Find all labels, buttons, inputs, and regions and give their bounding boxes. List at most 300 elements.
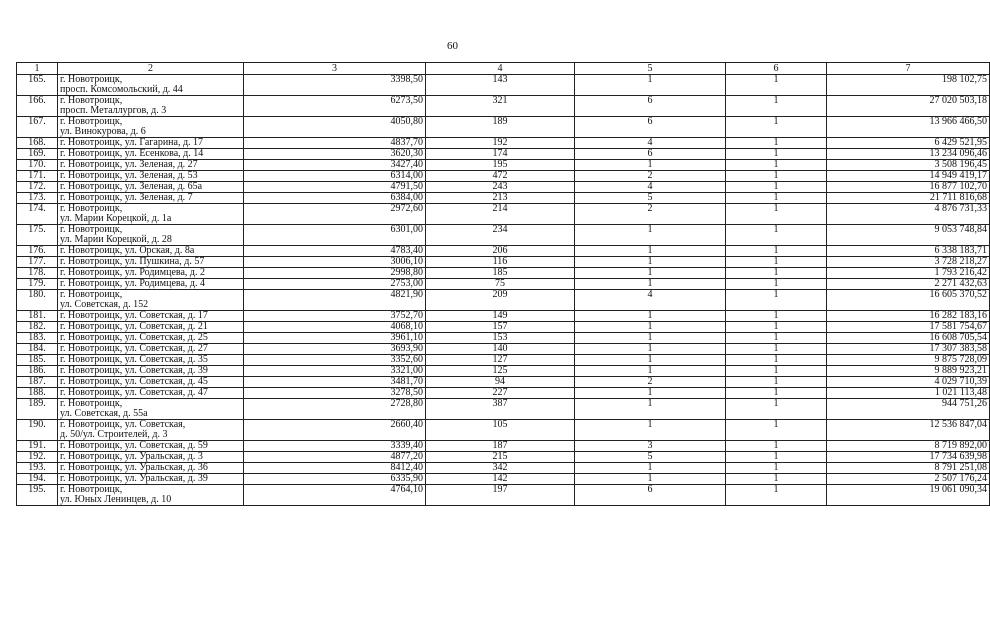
row-number-cell: 165. [17, 75, 58, 96]
address-cell [58, 193, 244, 204]
col6-cell: 1 [726, 182, 827, 193]
area-cell: 3352,60 [244, 355, 426, 366]
col4-cell: 234 [426, 225, 575, 246]
col5-cell: 4 [575, 138, 726, 149]
area-cell: 2972,60 [244, 204, 426, 225]
col5-cell: 1 [575, 311, 726, 322]
area-cell: 3278,50 [244, 388, 426, 399]
area-cell: 3752,70 [244, 311, 426, 322]
col5-cell: 5 [575, 193, 726, 204]
row-number-cell: 188. [17, 388, 58, 399]
col6-cell: 1 [726, 377, 827, 388]
col6-cell: 1 [726, 399, 827, 420]
col6-cell: 1 [726, 463, 827, 474]
amount-cell: 198 102,75 [827, 75, 990, 96]
address-cell [58, 246, 244, 257]
col5-cell: 1 [575, 388, 726, 399]
area-cell: 2728,80 [244, 399, 426, 420]
amount-cell: 9 875 728,09 [827, 355, 990, 366]
table-row [17, 485, 990, 506]
address-line: г. Новотроицк, ул. Зеленая, д. 27 [60, 159, 198, 170]
table-header [17, 63, 990, 75]
row-number-cell: 170. [17, 160, 58, 171]
area-cell: 3321,00 [244, 366, 426, 377]
amount-cell: 17 581 754,67 [827, 322, 990, 333]
col4-cell: 387 [426, 399, 575, 420]
table-row [17, 279, 990, 290]
row-number-cell: 189. [17, 399, 58, 420]
table-row [17, 225, 990, 246]
col4-cell: 94 [426, 377, 575, 388]
col4-cell: 189 [426, 117, 575, 138]
address-cell [58, 441, 244, 452]
area-cell: 3693,90 [244, 344, 426, 355]
table-row [17, 474, 990, 485]
col6-cell: 1 [726, 333, 827, 344]
address-cell [58, 225, 244, 246]
table-row [17, 268, 990, 279]
col6-cell: 1 [726, 485, 827, 506]
address-cell [58, 452, 244, 463]
address-line: г. Новотроицк, [60, 484, 123, 495]
amount-cell: 14 949 419,17 [827, 171, 990, 182]
amount-cell: 21 711 816,68 [827, 193, 990, 204]
area-cell: 3961,10 [244, 333, 426, 344]
col5-cell: 1 [575, 225, 726, 246]
area-cell: 2660,40 [244, 420, 426, 441]
area-cell: 4877,20 [244, 452, 426, 463]
header-cell: 4 [426, 63, 575, 75]
area-cell: 6314,00 [244, 171, 426, 182]
amount-cell: 13 966 466,50 [827, 117, 990, 138]
header-cell: 7 [827, 63, 990, 75]
address-cell [58, 279, 244, 290]
address-cell [58, 268, 244, 279]
address-line: ул. Юных Ленинцев, д. 10 [60, 494, 172, 505]
row-number-cell: 190. [17, 420, 58, 441]
row-number-cell: 183. [17, 333, 58, 344]
row-number-cell: 186. [17, 366, 58, 377]
area-cell: 4821,90 [244, 290, 426, 311]
area-cell: 2998,80 [244, 268, 426, 279]
address-line: г. Новотроицк, [60, 289, 123, 300]
table-row [17, 399, 990, 420]
table-row [17, 355, 990, 366]
col5-cell: 1 [575, 279, 726, 290]
col4-cell: 243 [426, 182, 575, 193]
table-row [17, 463, 990, 474]
col6-cell: 1 [726, 420, 827, 441]
col6-cell: 1 [726, 268, 827, 279]
col6-cell: 1 [726, 311, 827, 322]
row-number-cell: 172. [17, 182, 58, 193]
amount-cell: 27 020 503,18 [827, 96, 990, 117]
col6-cell: 1 [726, 149, 827, 160]
col6-cell: 1 [726, 344, 827, 355]
table-row [17, 257, 990, 268]
row-number-cell: 166. [17, 96, 58, 117]
row-number-cell: 171. [17, 171, 58, 182]
amount-cell: 12 536 847,04 [827, 420, 990, 441]
col5-cell: 2 [575, 204, 726, 225]
address-line: г. Новотроицк, ул. Советская, д. 35 [60, 354, 208, 365]
col4-cell: 174 [426, 149, 575, 160]
table-row [17, 160, 990, 171]
col5-cell: 1 [575, 160, 726, 171]
amount-cell: 1 021 113,48 [827, 388, 990, 399]
col6-cell: 1 [726, 138, 827, 149]
address-line: ул. Марии Корецкой, д. 28 [60, 234, 172, 245]
address-line: г. Новотроицк, ул. Советская, д. 59 [60, 440, 208, 451]
col4-cell: 472 [426, 171, 575, 182]
amount-cell: 944 751,26 [827, 399, 990, 420]
amount-cell: 2 271 432,63 [827, 279, 990, 290]
col6-cell: 1 [726, 452, 827, 463]
col4-cell: 195 [426, 160, 575, 171]
area-cell: 6384,00 [244, 193, 426, 204]
address-line: г. Новотроицк, [60, 203, 123, 214]
amount-cell: 8 719 892,00 [827, 441, 990, 452]
col4-cell: 153 [426, 333, 575, 344]
col4-cell: 127 [426, 355, 575, 366]
address-line: г. Новотроицк, ул. Советская, д. 25 [60, 332, 208, 343]
area-cell: 4050,80 [244, 117, 426, 138]
col4-cell: 185 [426, 268, 575, 279]
address-line: просп. Комсомольский, д. 44 [60, 84, 183, 95]
amount-cell: 17 307 383,58 [827, 344, 990, 355]
area-cell: 6273,50 [244, 96, 426, 117]
table-row [17, 75, 990, 96]
address-line: г. Новотроицк, ул. Советская, д. 17 [60, 310, 208, 321]
amount-cell: 4 876 731,33 [827, 204, 990, 225]
row-number-cell: 192. [17, 452, 58, 463]
col4-cell: 187 [426, 441, 575, 452]
col6-cell: 1 [726, 225, 827, 246]
col5-cell: 6 [575, 96, 726, 117]
address-line: г. Новотроицк, ул. Советская, д. 27 [60, 343, 208, 354]
address-cell [58, 160, 244, 171]
address-cell [58, 463, 244, 474]
table-row [17, 149, 990, 160]
col5-cell: 1 [575, 420, 726, 441]
col5-cell: 3 [575, 441, 726, 452]
address-line: ул. Советская, д. 152 [60, 299, 149, 310]
col4-cell: 75 [426, 279, 575, 290]
area-cell: 2753,00 [244, 279, 426, 290]
col6-cell: 1 [726, 160, 827, 171]
table-row [17, 96, 990, 117]
address-line: г. Новотроицк, ул. Советская, д. 45 [60, 376, 208, 387]
col6-cell: 1 [726, 75, 827, 96]
amount-cell: 4 029 710,39 [827, 377, 990, 388]
address-line: г. Новотроицк, ул. Советская, [60, 419, 186, 430]
row-number-cell: 173. [17, 193, 58, 204]
address-cell [58, 420, 244, 441]
header-cell: 1 [17, 63, 58, 75]
col5-cell: 1 [575, 268, 726, 279]
amount-cell: 16 608 705,54 [827, 333, 990, 344]
amount-cell: 17 734 639,98 [827, 452, 990, 463]
row-number-cell: 175. [17, 225, 58, 246]
table-row [17, 138, 990, 149]
table-body [17, 75, 990, 506]
col4-cell: 116 [426, 257, 575, 268]
area-cell: 4783,40 [244, 246, 426, 257]
table-row [17, 420, 990, 441]
page-number: 60 [447, 40, 458, 52]
row-number-cell: 187. [17, 377, 58, 388]
address-line: г. Новотроицк, [60, 398, 123, 409]
address-cell [58, 399, 244, 420]
address-cell [58, 388, 244, 399]
address-line: г. Новотроицк, ул. Зеленая, д. 53 [60, 170, 198, 181]
col5-cell: 1 [575, 463, 726, 474]
table-row [17, 117, 990, 138]
amount-cell: 6 338 183,71 [827, 246, 990, 257]
table-row [17, 441, 990, 452]
col4-cell: 149 [426, 311, 575, 322]
address-cell [58, 355, 244, 366]
col4-cell: 125 [426, 366, 575, 377]
address-line: г. Новотроицк, ул. Орская, д. 8а [60, 245, 195, 256]
address-cell [58, 366, 244, 377]
table-row [17, 290, 990, 311]
amount-cell: 16 877 102,70 [827, 182, 990, 193]
table-row [17, 311, 990, 322]
table-row [17, 171, 990, 182]
row-number-cell: 169. [17, 149, 58, 160]
amount-cell: 1 793 216,42 [827, 268, 990, 279]
row-number-cell: 176. [17, 246, 58, 257]
row-number-cell: 168. [17, 138, 58, 149]
col5-cell: 1 [575, 399, 726, 420]
col6-cell: 1 [726, 204, 827, 225]
col5-cell: 1 [575, 257, 726, 268]
col6-cell: 1 [726, 96, 827, 117]
row-number-cell: 179. [17, 279, 58, 290]
col5-cell: 1 [575, 355, 726, 366]
address-line: г. Новотроицк, ул. Зеленая, д. 7 [60, 192, 193, 203]
amount-cell: 2 507 176,24 [827, 474, 990, 485]
address-line: просп. Металлургов, д. 3 [60, 105, 167, 116]
header-cell: 5 [575, 63, 726, 75]
header-cell: 6 [726, 63, 827, 75]
address-line: ул. Советская, д. 55а [60, 408, 148, 419]
col6-cell: 1 [726, 366, 827, 377]
table-row [17, 366, 990, 377]
row-number-cell: 177. [17, 257, 58, 268]
col4-cell: 321 [426, 96, 575, 117]
col5-cell: 1 [575, 246, 726, 257]
table-row [17, 377, 990, 388]
address-line: г. Новотроицк, [60, 224, 123, 235]
amount-cell: 16 605 370,52 [827, 290, 990, 311]
col4-cell: 197 [426, 485, 575, 506]
col5-cell: 6 [575, 117, 726, 138]
col4-cell: 143 [426, 75, 575, 96]
address-cell [58, 290, 244, 311]
col5-cell: 1 [575, 474, 726, 485]
address-line: г. Новотроицк, ул. Советская, д. 21 [60, 321, 208, 332]
col4-cell: 215 [426, 452, 575, 463]
address-cell [58, 257, 244, 268]
table-row [17, 204, 990, 225]
address-cell [58, 182, 244, 193]
row-number-cell: 194. [17, 474, 58, 485]
row-number-cell: 180. [17, 290, 58, 311]
address-cell [58, 311, 244, 322]
area-cell: 6301,00 [244, 225, 426, 246]
address-line: г. Новотроицк, ул. Советская, д. 47 [60, 387, 208, 398]
amount-cell: 9 053 748,84 [827, 225, 990, 246]
table-row [17, 388, 990, 399]
amount-cell: 19 061 090,34 [827, 485, 990, 506]
address-line: г. Новотроицк, [60, 95, 123, 106]
address-line: д. 50/ул. Строителей, д. 3 [60, 429, 168, 440]
row-number-cell: 195. [17, 485, 58, 506]
header-cell: 3 [244, 63, 426, 75]
address-cell [58, 474, 244, 485]
col6-cell: 1 [726, 279, 827, 290]
address-cell [58, 333, 244, 344]
amount-cell: 3 508 196,45 [827, 160, 990, 171]
col4-cell: 157 [426, 322, 575, 333]
col4-cell: 209 [426, 290, 575, 311]
data-table [16, 62, 990, 506]
address-cell [58, 322, 244, 333]
address-cell [58, 149, 244, 160]
area-cell: 3620,30 [244, 149, 426, 160]
col5-cell: 6 [575, 149, 726, 160]
address-cell [58, 377, 244, 388]
area-cell: 4068,10 [244, 322, 426, 333]
address-cell [58, 75, 244, 96]
col6-cell: 1 [726, 290, 827, 311]
address-cell [58, 344, 244, 355]
col6-cell: 1 [726, 117, 827, 138]
table-row [17, 333, 990, 344]
table-row [17, 322, 990, 333]
col5-cell: 1 [575, 333, 726, 344]
col6-cell: 1 [726, 171, 827, 182]
col6-cell: 1 [726, 257, 827, 268]
address-line: г. Новотроицк, ул. Уральская, д. 36 [60, 462, 208, 473]
row-number-cell: 167. [17, 117, 58, 138]
amount-cell: 3 728 218,27 [827, 257, 990, 268]
address-line: г. Новотроицк, ул. Уральская, д. 3 [60, 451, 203, 462]
row-number-cell: 182. [17, 322, 58, 333]
col5-cell: 1 [575, 322, 726, 333]
col6-cell: 1 [726, 355, 827, 366]
col6-cell: 1 [726, 322, 827, 333]
col5-cell: 4 [575, 290, 726, 311]
col5-cell: 2 [575, 377, 726, 388]
header-row [17, 63, 990, 75]
area-cell: 3339,40 [244, 441, 426, 452]
table-row [17, 452, 990, 463]
col4-cell: 214 [426, 204, 575, 225]
area-cell: 4791,50 [244, 182, 426, 193]
address-line: г. Новотроицк, ул. Советская, д. 39 [60, 365, 208, 376]
address-line: ул. Марии Корецкой, д. 1а [60, 213, 172, 224]
col5-cell: 5 [575, 452, 726, 463]
col6-cell: 1 [726, 246, 827, 257]
row-number-cell: 174. [17, 204, 58, 225]
amount-cell: 6 429 521,95 [827, 138, 990, 149]
row-number-cell: 184. [17, 344, 58, 355]
address-line: г. Новотроицк, ул. Уральская, д. 39 [60, 473, 208, 484]
address-cell [58, 117, 244, 138]
area-cell: 6335,90 [244, 474, 426, 485]
col6-cell: 1 [726, 441, 827, 452]
address-line: г. Новотроицк, [60, 116, 123, 127]
address-cell [58, 485, 244, 506]
address-line: г. Новотроицк, ул. Родимцева, д. 4 [60, 278, 206, 289]
row-number-cell: 178. [17, 268, 58, 279]
col6-cell: 1 [726, 193, 827, 204]
address-cell [58, 96, 244, 117]
table-row [17, 246, 990, 257]
address-line: г. Новотроицк, ул. Есенкова, д. 14 [60, 148, 204, 159]
row-number-cell: 181. [17, 311, 58, 322]
table-row [17, 193, 990, 204]
amount-cell: 9 889 923,21 [827, 366, 990, 377]
col5-cell: 1 [575, 75, 726, 96]
amount-cell: 16 282 183,16 [827, 311, 990, 322]
area-cell: 3481,70 [244, 377, 426, 388]
col4-cell: 140 [426, 344, 575, 355]
table-row [17, 344, 990, 355]
address-cell [58, 138, 244, 149]
area-cell: 3006,10 [244, 257, 426, 268]
col4-cell: 213 [426, 193, 575, 204]
col5-cell: 2 [575, 171, 726, 182]
area-cell: 3427,40 [244, 160, 426, 171]
amount-cell: 13 234 096,46 [827, 149, 990, 160]
col4-cell: 342 [426, 463, 575, 474]
col6-cell: 1 [726, 474, 827, 485]
table-row [17, 182, 990, 193]
row-number-cell: 193. [17, 463, 58, 474]
address-line: г. Новотроицк, [60, 74, 123, 85]
col6-cell: 1 [726, 388, 827, 399]
col4-cell: 206 [426, 246, 575, 257]
address-line: г. Новотроицк, ул. Пушкина, д. 57 [60, 256, 205, 267]
area-cell: 4764,10 [244, 485, 426, 506]
col5-cell: 6 [575, 485, 726, 506]
address-line: г. Новотроицк, ул. Зеленая, д. 65а [60, 181, 203, 192]
col4-cell: 227 [426, 388, 575, 399]
address-cell [58, 171, 244, 182]
address-line: ул. Винокурова, д. 6 [60, 126, 146, 137]
area-cell: 4837,70 [244, 138, 426, 149]
col4-cell: 192 [426, 138, 575, 149]
address-line: г. Новотроицк, ул. Родимцева, д. 2 [60, 267, 206, 278]
area-cell: 3398,50 [244, 75, 426, 96]
row-number-cell: 185. [17, 355, 58, 366]
address-cell [58, 204, 244, 225]
col5-cell: 4 [575, 182, 726, 193]
row-number-cell: 191. [17, 441, 58, 452]
col4-cell: 142 [426, 474, 575, 485]
amount-cell: 8 791 251,08 [827, 463, 990, 474]
address-line: г. Новотроицк, ул. Гагарина, д. 17 [60, 137, 204, 148]
col4-cell: 105 [426, 420, 575, 441]
area-cell: 8412,40 [244, 463, 426, 474]
col5-cell: 1 [575, 344, 726, 355]
col5-cell: 1 [575, 366, 726, 377]
header-cell: 2 [58, 63, 244, 75]
